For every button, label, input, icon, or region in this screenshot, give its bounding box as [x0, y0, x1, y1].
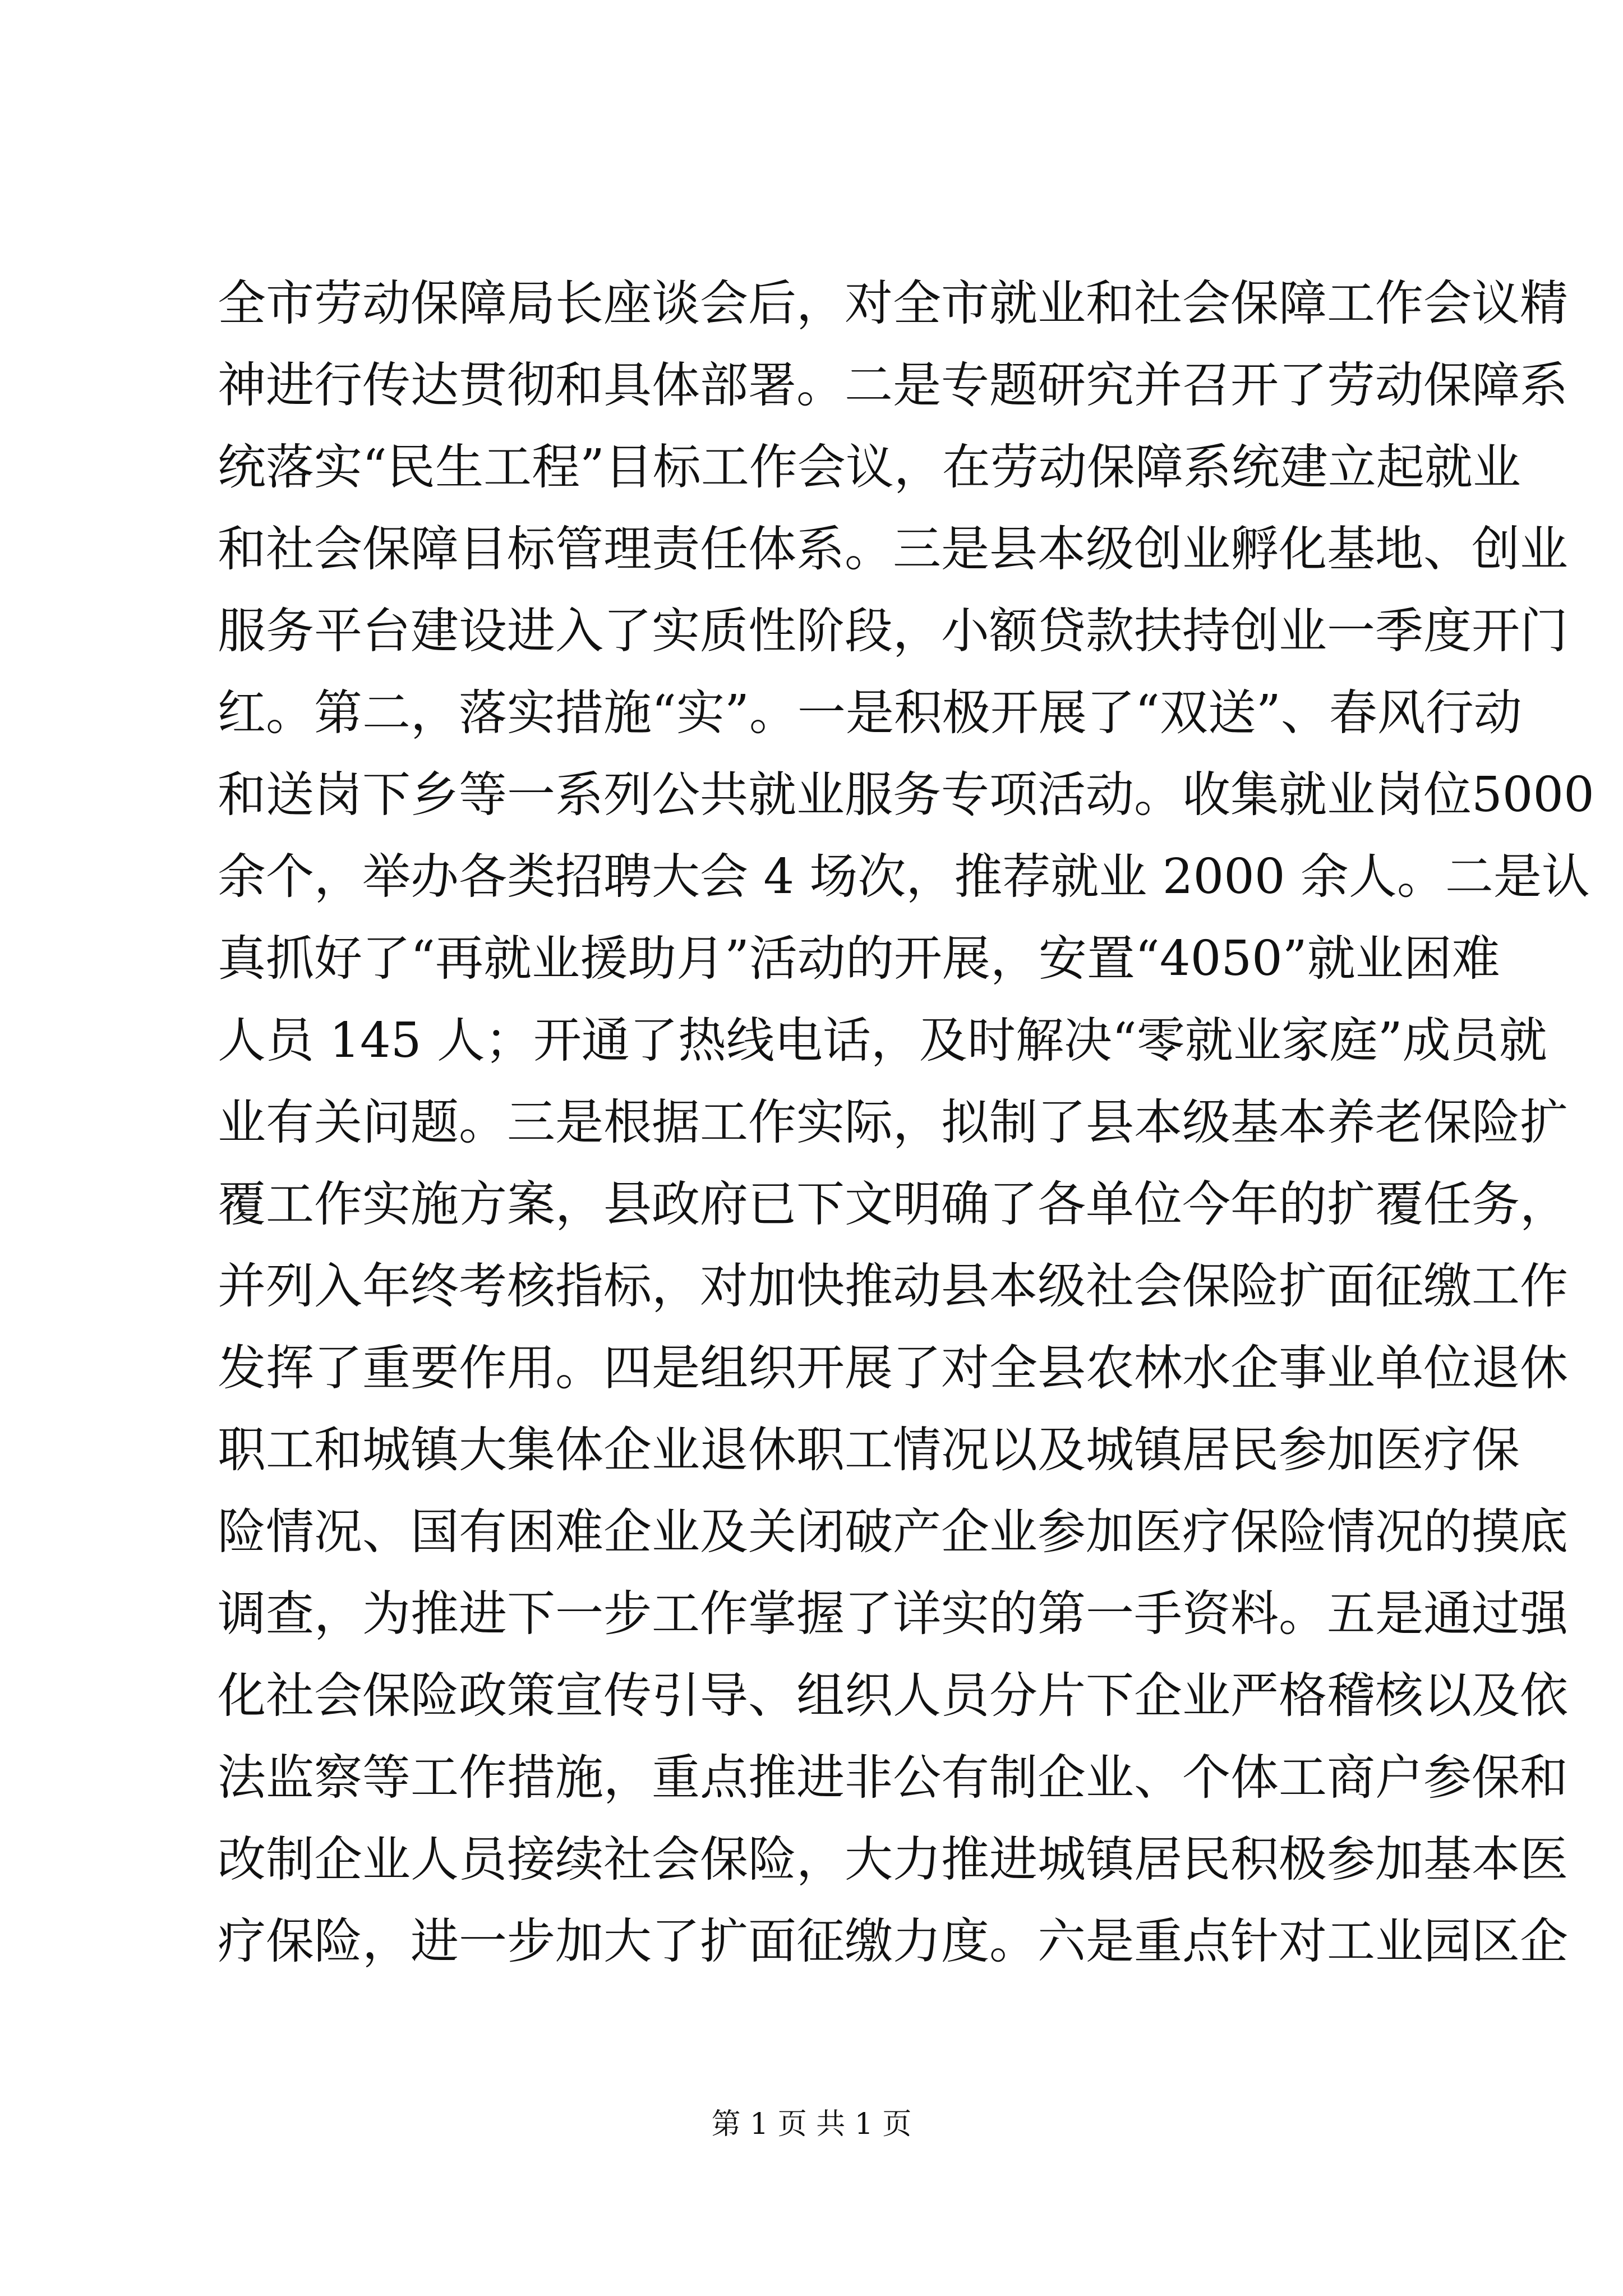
text-line: 改制企业人员接续社会保险，大力推进城镇居民积极参加基本医 [218, 1832, 1568, 1888]
text-line: 职工和城镇大集体企业退休职工情况以及城镇居民参加医疗保 [218, 1422, 1520, 1478]
text-line: 覆工作实施方案，县政府已下文明确了各单位今年的扩覆任务， [218, 1176, 1568, 1232]
text-line: 全市劳动保障局长座谈会后，对全市就业和社会保障工作会议精 [218, 275, 1568, 332]
text-line: 调查，为推进下一步工作掌握了详实的第一手资料。五是通过强 [218, 1586, 1568, 1642]
text-line: 化社会保险政策宣传引导、组织人员分片下企业严格稽核以及依 [218, 1668, 1568, 1724]
text-line: 真抓好了“再就业援助月”活动的开展，安置“4050”就业困难 [218, 931, 1500, 987]
text-line: 和送岗下乡等一系列公共就业服务专项活动。收集就业岗位5000 [218, 767, 1594, 823]
text-line: 服务平台建设进入了实质性阶段，小额贷款扶持创业一季度开门 [218, 603, 1568, 659]
text-line: 业有关问题。三是根据工作实际，拟制了县本级基本养老保险扩 [218, 1094, 1568, 1151]
text-line: 统落实“民生工程”目标工作会议，在劳动保障系统建立起就业 [218, 439, 1521, 495]
text-line: 神进行传达贯彻和具体部署。二是专题研究并召开了劳动保障系 [218, 357, 1568, 413]
page-footer: 第 1 页 共 1 页 [711, 2108, 912, 2141]
text-line: 和社会保障目标管理责任体系。三是县本级创业孵化基地、创业 [218, 521, 1568, 577]
text-line: 并列入年终考核指标，对加快推动县本级社会保险扩面征缴工作 [218, 1258, 1568, 1314]
text-line: 法监察等工作措施，重点推进非公有制企业、个体工商户参保和 [218, 1750, 1568, 1806]
text-line: 疗保险，进一步加大了扩面征缴力度。六是重点针对工业园区企 [218, 1913, 1568, 1970]
text-line: 余个，举办各类招聘大会 4 场次，推荐就业 2000 余人。二是认 [218, 849, 1590, 905]
text-line: 险情况、国有困难企业及关闭破产企业参加医疗保险情况的摸底 [218, 1504, 1568, 1560]
text-line: 人员 145 人；开通了热线电话，及时解决“零就业家庭”成员就 [218, 1013, 1547, 1069]
body-text [218, 263, 1594, 1982]
text-line: 红。第二，落实措施“实”。一是积极开展了“双送”、春风行动 [218, 685, 1522, 741]
text-line: 发挥了重要作用。四是组织开展了对全县农林水企事业单位退休 [218, 1340, 1568, 1396]
